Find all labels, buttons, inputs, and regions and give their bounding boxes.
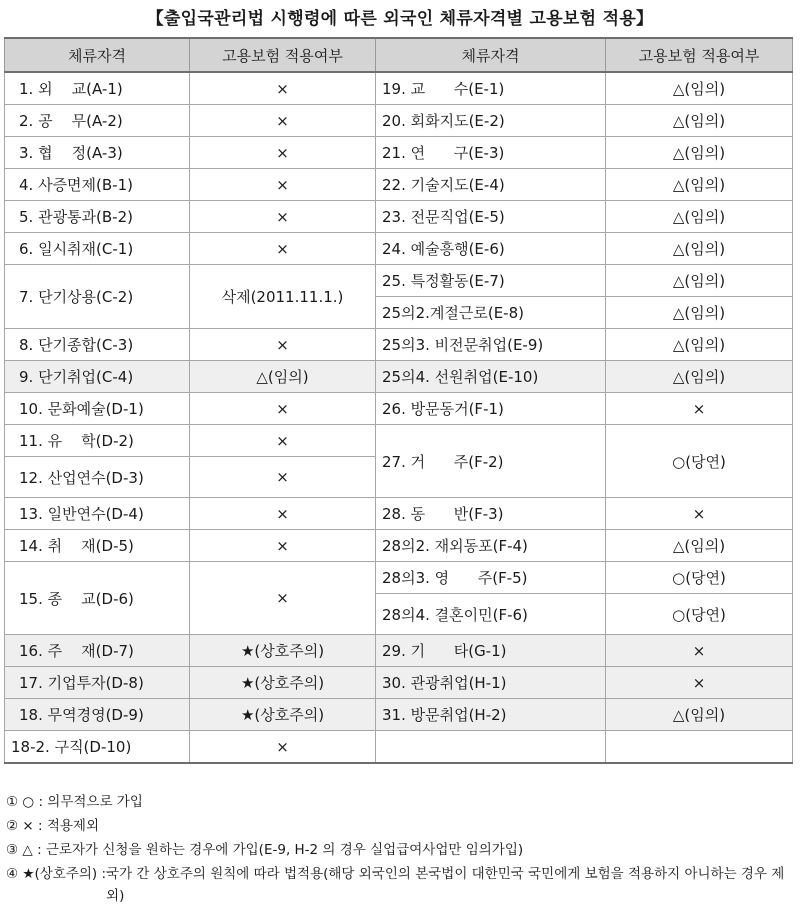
status-cell: 31. 방문취업(H-2): [376, 699, 606, 731]
note-item: ② × : 적용제외: [6, 818, 100, 834]
header-status-right: 체류자격: [376, 38, 606, 72]
status-cell: 4. 사증면제(B-1): [5, 169, 190, 201]
empty-cell: [376, 731, 606, 764]
status-cell: 10. 문화예술(D-1): [5, 393, 190, 425]
insurance-cell: △(임의): [606, 297, 793, 329]
status-cell: 6. 일시취재(C-1): [5, 233, 190, 265]
status-cell: 28의3. 영 주(F-5): [376, 562, 606, 594]
insurance-cell: △(임의): [606, 361, 793, 393]
status-cell: 16. 주 재(D-7): [5, 635, 190, 667]
insurance-cell: ×: [190, 72, 376, 105]
status-cell: 27. 거 주(F-2): [376, 425, 606, 498]
status-cell: 15. 종 교(D-6): [5, 562, 190, 635]
status-cell: 11. 유 학(D-2): [5, 425, 190, 457]
table-row: [5, 233, 793, 265]
status-cell: 2. 공 무(A-2): [5, 105, 190, 137]
insurance-cell: △(임의): [606, 105, 793, 137]
insurance-cell: ★(상호주의): [190, 635, 376, 667]
table-row: [5, 265, 793, 297]
header-status-left: 체류자격: [5, 38, 190, 72]
status-cell: 28의2. 재외동포(F-4): [376, 530, 606, 562]
status-cell: 5. 관광통과(B-2): [5, 201, 190, 233]
insurance-cell: ×: [190, 233, 376, 265]
status-cell: 17. 기업투자(D-8): [5, 667, 190, 699]
note-item-reciprocity: [6, 862, 796, 907]
residence-status-table: [4, 37, 793, 764]
insurance-cell: △(임의): [606, 233, 793, 265]
note-item: ③ △ : 근로자가 신청을 원하는 경우에 가입(E-9, H-2 의 경우 실업급여사업만 임의가입): [6, 842, 524, 858]
insurance-cell: ★(상호주의): [190, 699, 376, 731]
status-cell: 25의4. 선원취업(E-10): [376, 361, 606, 393]
page-title: 【출입국관리법 시행령에 따른 외국인 체류자격별 고용보험 적용】: [146, 9, 654, 29]
note-item: ① ○ : 의무적으로 가입: [6, 794, 143, 810]
table-row: [5, 329, 793, 361]
insurance-cell: ×: [190, 105, 376, 137]
table-header-row: [5, 38, 793, 72]
status-cell: 20. 회화지도(E-2): [376, 105, 606, 137]
insurance-cell: ×: [190, 329, 376, 361]
insurance-cell: △(임의): [606, 201, 793, 233]
status-cell: 12. 산업연수(D-3): [5, 457, 190, 498]
table-row: [5, 393, 793, 425]
table-row: [5, 137, 793, 169]
note-body: 국가 간 상호주의 원칙에 따라 법적용(해당 외국인의 본국법이 대한민국 국민에게 보험을 적용하지 아니하는 경우 제외): [106, 866, 785, 904]
status-cell: 29. 기 타(G-1): [376, 635, 606, 667]
insurance-cell: ○(당연): [606, 562, 793, 594]
insurance-cell: ×: [190, 169, 376, 201]
insurance-cell: ×: [190, 457, 376, 498]
table-row: [5, 105, 793, 137]
table-row: [5, 498, 793, 530]
status-cell: 28의4. 결혼이민(F-6): [376, 594, 606, 635]
insurance-cell: ×: [190, 137, 376, 169]
insurance-cell: 삭제(2011.11.1.): [190, 265, 376, 329]
insurance-cell: ○(당연): [606, 425, 793, 498]
status-cell: 21. 연 구(E-3): [376, 137, 606, 169]
insurance-cell: ×: [190, 498, 376, 530]
insurance-cell: △(임의): [606, 137, 793, 169]
status-cell: 25. 특정활동(E-7): [376, 265, 606, 297]
status-cell: 26. 방문동거(F-1): [376, 393, 606, 425]
status-cell: 25의2.계절근로(E-8): [376, 297, 606, 329]
insurance-cell: ★(상호주의): [190, 667, 376, 699]
insurance-cell: ×: [190, 530, 376, 562]
status-cell: 25의3. 비전문취업(E-9): [376, 329, 606, 361]
insurance-cell: ×: [606, 498, 793, 530]
status-cell: 24. 예술흥행(E-6): [376, 233, 606, 265]
insurance-cell: ×: [190, 731, 376, 764]
insurance-cell: ×: [606, 393, 793, 425]
status-cell: 19. 교 수(E-1): [376, 72, 606, 105]
status-cell: 1. 외 교(A-1): [5, 72, 190, 105]
insurance-cell: △(임의): [606, 265, 793, 297]
insurance-cell: △(임의): [606, 169, 793, 201]
note-lead: ④ ★(상호주의) :: [6, 866, 107, 882]
table-row: [5, 667, 793, 699]
status-cell: 13. 일반연수(D-4): [5, 498, 190, 530]
insurance-cell: ×: [190, 425, 376, 457]
insurance-cell: △(임의): [190, 361, 376, 393]
empty-cell: [606, 731, 793, 764]
status-cell: 18-2. 구직(D-10): [5, 731, 190, 764]
insurance-cell: △(임의): [606, 329, 793, 361]
table-row: [5, 425, 793, 457]
status-cell: 28. 동 반(F-3): [376, 498, 606, 530]
insurance-cell: △(임의): [606, 72, 793, 105]
table-row: [5, 731, 793, 764]
status-cell: 30. 관광취업(H-1): [376, 667, 606, 699]
insurance-cell: ×: [190, 393, 376, 425]
status-cell: 9. 단기취업(C-4): [5, 361, 190, 393]
status-cell: 14. 취 재(D-5): [5, 530, 190, 562]
status-cell: 23. 전문직업(E-5): [376, 201, 606, 233]
insurance-cell: △(임의): [606, 699, 793, 731]
insurance-cell: ×: [190, 562, 376, 635]
table-row: [5, 699, 793, 731]
table-row: [5, 169, 793, 201]
status-cell: 8. 단기종합(C-3): [5, 329, 190, 361]
status-cell: 3. 협 정(A-3): [5, 137, 190, 169]
insurance-cell: ×: [190, 201, 376, 233]
status-cell: 18. 무역경영(D-9): [5, 699, 190, 731]
insurance-cell: △(임의): [606, 530, 793, 562]
insurance-cell: ○(당연): [606, 594, 793, 635]
legend-notes: [6, 790, 796, 907]
header-insurance-left: 고용보험 적용여부: [190, 38, 376, 72]
table-row: [5, 530, 793, 562]
status-cell: 7. 단기상용(C-2): [5, 265, 190, 329]
table-row: [5, 72, 793, 105]
table-row: [5, 361, 793, 393]
header-insurance-right: 고용보험 적용여부: [606, 38, 793, 72]
status-cell: 22. 기술지도(E-4): [376, 169, 606, 201]
insurance-cell: ×: [606, 667, 793, 699]
table-row: [5, 635, 793, 667]
table-row: [5, 562, 793, 594]
table-row: [5, 201, 793, 233]
insurance-cell: ×: [606, 635, 793, 667]
